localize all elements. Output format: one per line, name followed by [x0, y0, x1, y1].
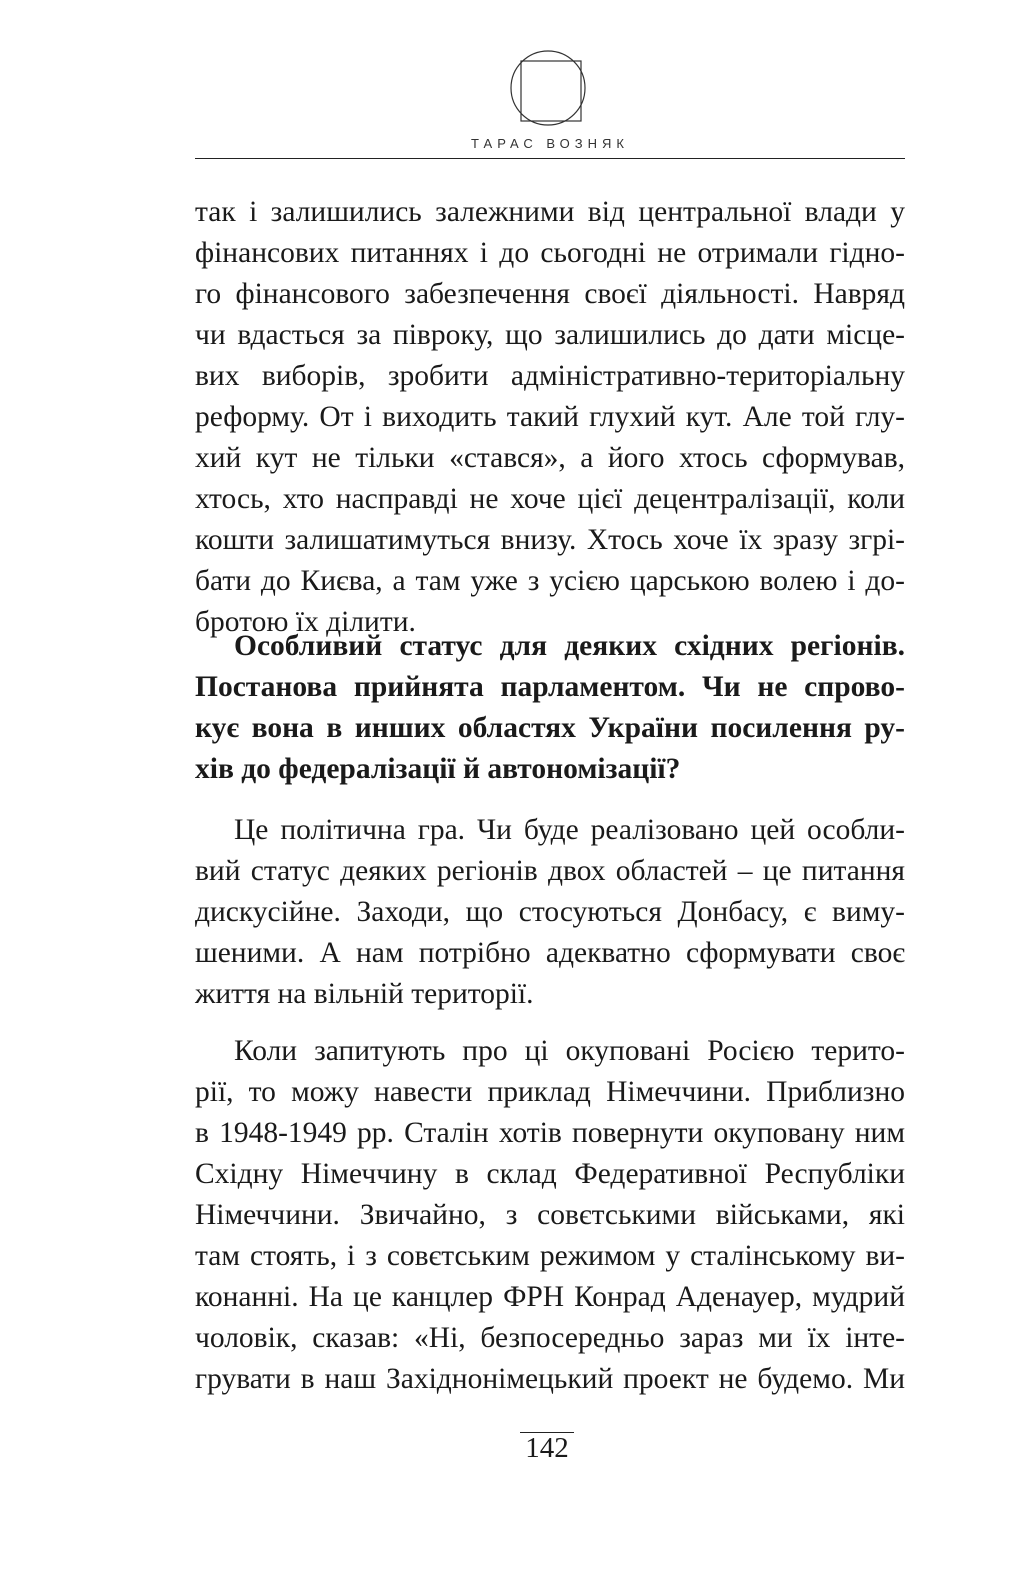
text-line: чи вдасться за півроку, що залишились до дати місце-: [195, 319, 905, 351]
text-line: Коли запитують про ці окуповані Росією терито-: [234, 1035, 905, 1067]
text-line: кошти залишатимуться внизу. Хтось хоче їх зразу згрі-: [195, 524, 905, 556]
text-line: хтось, хто насправді не хоче цієї децентралізації, коли: [195, 483, 905, 515]
text-line: рії, то можу навести приклад Німеччини. Приблизно: [195, 1076, 905, 1108]
question-line: Особливий статус для деяких східних регіонів.: [234, 630, 905, 662]
paragraph-1: [195, 192, 905, 643]
paragraph-4: [195, 1031, 905, 1400]
text-line: конанні. На це канцлер ФРН Конрад Аденауер, мудрий: [195, 1281, 905, 1313]
text-line: чоловік, сказав: «Ні, безпосередньо зараз ми їх інте-: [195, 1322, 905, 1354]
text-line: го фінансового забезпечення своєї діяльності. Навряд: [195, 278, 905, 310]
page-number: 142: [525, 1432, 569, 1464]
text-line: вих виборів, зробити адміністративно-територіальну: [195, 360, 905, 392]
text-line: Це політична гра. Чи буде реалізовано цей особли-: [234, 814, 905, 846]
interview-question: [195, 626, 905, 790]
text-line: реформу. От і виходить такий глухий кут. Але той глу-: [195, 401, 905, 433]
text-line: там стоять, і з совєтським режимом у сталінському ви-: [195, 1240, 905, 1272]
text-line: так і залишились залежними від центральної влади у: [195, 196, 905, 228]
text-line: фінансових питаннях і до сьогодні не отримали гідно-: [195, 237, 905, 269]
text-line: життя на вільній території.: [195, 978, 534, 1010]
text-line: хий кут не тільки «стався», а його хтось сформував,: [195, 442, 905, 474]
question-line: хів до федералізації й автономізації?: [195, 753, 681, 785]
question-line: Постанова прийнята парламентом. Чи не спрово-: [195, 671, 905, 703]
circle-square-logo-icon: [508, 48, 588, 128]
text-line: вий статус деяких регіонів двох областей – це питання: [195, 855, 905, 887]
text-line: бротою їх ділити.: [195, 606, 416, 638]
running-head: ТАРАС ВОЗНЯК: [471, 136, 629, 151]
text-line: Німеччини. Звичайно, з совєтськими військами, які: [195, 1199, 905, 1231]
text-line: шеними. А нам потрібно адекватно сформувати своє: [195, 937, 905, 969]
header-divider: [195, 158, 905, 159]
question-line: кує вона в инших областях України посилення ру-: [195, 712, 905, 744]
text-line: бати до Києва, а там уже з усією царською волею і до-: [195, 565, 905, 597]
text-line: грувати в наш Західнонімецький проект не будемо. Ми: [195, 1363, 905, 1395]
text-line: Східну Німеччину в склад Федеративної Республіки: [195, 1158, 905, 1190]
text-line: дискусійне. Заходи, що стосуються Донбасу, є виму-: [195, 896, 905, 928]
text-line: в 1948-1949 рр. Сталін хотів повернути окуповану ним: [195, 1117, 905, 1149]
paragraph-3: [195, 810, 905, 1015]
